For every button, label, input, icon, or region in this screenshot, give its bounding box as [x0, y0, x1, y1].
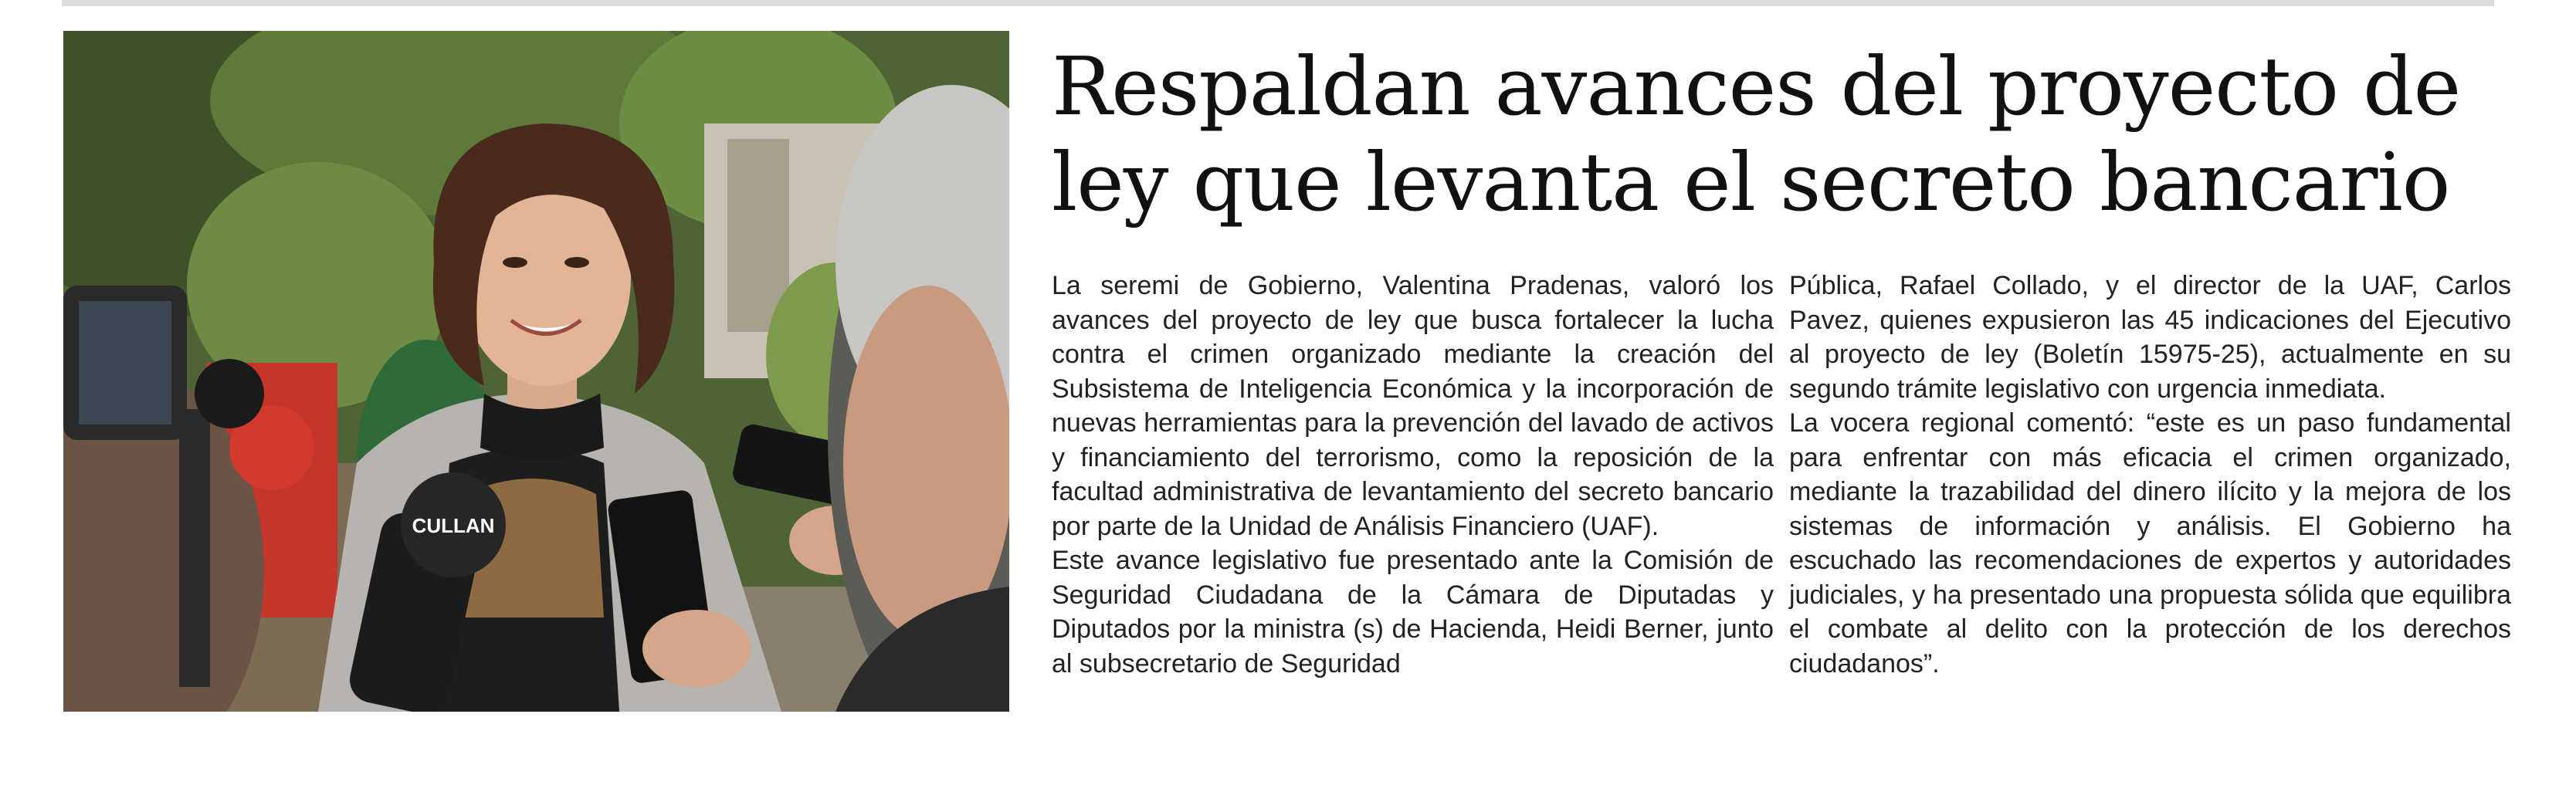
paragraph: Este avance legislativo fue presentado ante la Comisión de Seguridad Ciudadana de la Cámara de Diputadas y Diputados por la ministra (s) de Hacienda, Heidi Berner, junto al subsecretario de Seguridad: [1052, 546, 1774, 678]
body-column-2: [1789, 269, 2511, 681]
top-rule: [62, 0, 2494, 6]
article-photo: [63, 31, 1009, 712]
mic-logo-text: CULLAN: [412, 514, 495, 537]
paragraph: La seremi de Gobierno, Valentina Pradenas, valoró los avances del proyecto de ley que busca fortalecer la lucha contra el crimen organizado mediante la creación del Subsistema de Inteligencia Económica y la incorporación de nuevas herramientas para la prevención del lavado de activos y financiamiento del terrorismo, como la reposición de la facultad administrativa de levantamiento del secreto bancario por parte de la Unidad de Análisis Financiero (UAF).: [1052, 271, 1774, 541]
photo-illustration: [63, 31, 1009, 712]
paragraph: La vocera regional comentó: “este es un paso fundamental para enfrentar con más eficacia el crimen organizado, mediante la trazabilidad del dinero ilícito y la mejora de los sistemas de información y análisis. El Gobierno ha escuchado las recomendaciones de expertos y autoridades judiciales, y ha presentado una propuesta sólida que equilibra el combate al delito con la protección de los derechos ciudadanos”.: [1789, 408, 2511, 678]
headline: Respaldan avances del proyecto de ley que levanta el secreto bancario: [1052, 39, 2461, 229]
paragraph: Pública, Rafael Collado, y el director de la UAF, Carlos Pavez, quienes expusieron las 45 indicaciones del Ejecutivo al proyecto de ley (Boletín 15975-25), actualmente en su segundo trámite legislativo con urgencia inmediata.: [1789, 271, 2511, 404]
body-column-1: [1052, 269, 1774, 681]
